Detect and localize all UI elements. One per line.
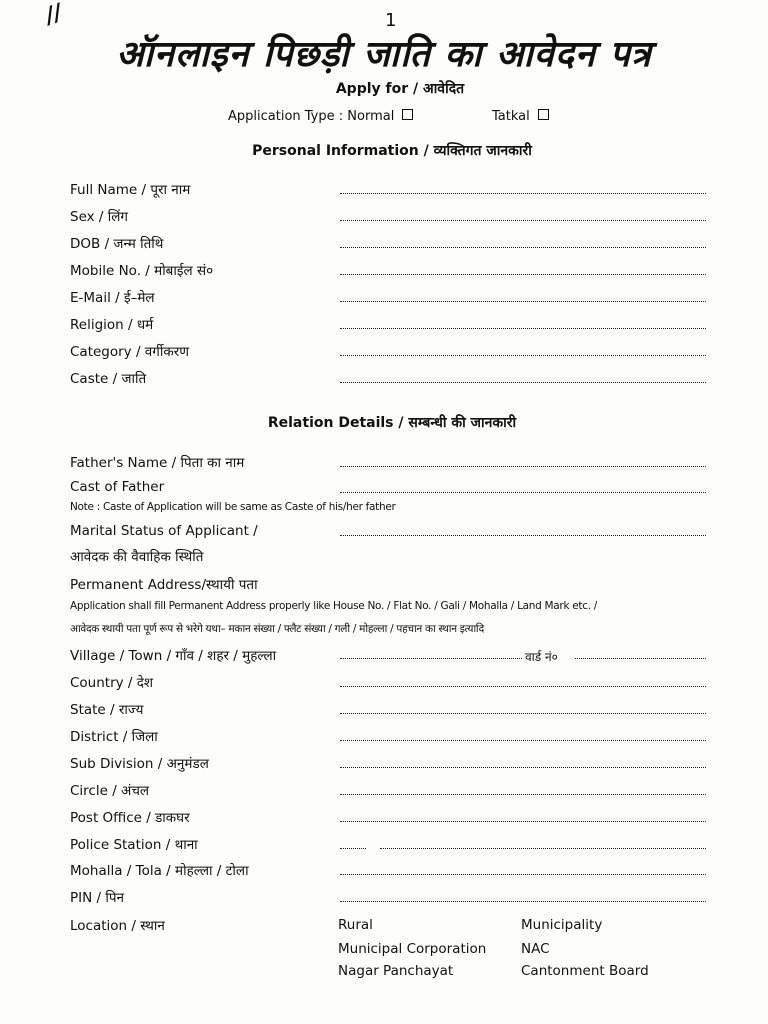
category-field[interactable] xyxy=(340,355,706,356)
location-option-rural[interactable]: Rural xyxy=(338,917,373,933)
tatkal-checkbox[interactable] xyxy=(538,109,549,120)
apply-for-heading: Apply for / आवेदित xyxy=(335,81,465,97)
father-name-field[interactable] xyxy=(340,466,706,467)
cast-of-father-label: Cast of Father xyxy=(70,479,165,495)
village-town-field[interactable] xyxy=(340,658,522,659)
country-label: Country / देश xyxy=(70,675,154,691)
caste-field[interactable] xyxy=(340,382,706,383)
village-town-label: Village / Town / गाँव / शहर / मुहल्ला xyxy=(70,648,277,664)
personal-info-heading: Personal Information / व्यक्तिगत जानकारी xyxy=(252,143,532,159)
ward-no-field[interactable] xyxy=(575,658,706,659)
police-station-field[interactable] xyxy=(380,848,706,849)
pin-label: PIN / पिन xyxy=(70,890,125,906)
application-type-label: Application Type : Normal xyxy=(228,109,395,124)
cast-of-father-field[interactable] xyxy=(340,492,706,493)
caste-note: Note : Caste of Application will be same as Caste of his/her father xyxy=(70,501,396,513)
location-label: Location / स्थान xyxy=(70,918,165,934)
mohalla-tola-label: Mohalla / Tola / मोहल्ला / टोला xyxy=(70,863,249,879)
country-field[interactable] xyxy=(340,686,706,687)
post-office-label: Post Office / डाकघर xyxy=(70,810,190,826)
religion-field[interactable] xyxy=(340,328,706,329)
permanent-address-label: Permanent Address/स्थायी पता xyxy=(70,577,258,593)
sub-division-label: Sub Division / अनुमंडल xyxy=(70,756,209,772)
category-label: Category / वर्गीकरण xyxy=(70,344,190,360)
email-field[interactable] xyxy=(340,301,706,302)
state-label: State / राज्य xyxy=(70,702,144,718)
dob-field[interactable] xyxy=(340,247,706,248)
mobile-field[interactable] xyxy=(340,274,706,275)
address-note-hindi: आवेदक स्थायी पता पूर्ण रूप से भरेगे यथा– मकान संख्या / फ्लैट संख्या / गली / मोहल्ला / पहचान का स्थान इत्यादि xyxy=(70,623,484,635)
form-title: ऑनलाइन पिछड़ी जाति का आवेदन पत्र xyxy=(116,34,652,75)
circle-label: Circle / अंचल xyxy=(70,783,150,799)
location-option-municipality[interactable]: Municipality xyxy=(521,917,603,933)
marital-status-label-hindi: आवेदक की वैवाहिक स्थिति xyxy=(70,549,204,565)
location-option-nac[interactable]: NAC xyxy=(521,941,550,957)
caste-label: Caste / जाति xyxy=(70,371,147,387)
district-field[interactable] xyxy=(340,740,706,741)
application-type-normal xyxy=(228,109,413,124)
dob-label: DOB / जन्म तिथि xyxy=(70,236,164,252)
police-station-label: Police Station / थाना xyxy=(70,837,198,853)
ward-no-label: वार्ड नं० xyxy=(525,650,558,664)
police-station-field-prefix[interactable] xyxy=(340,848,366,849)
marital-status-label: Marital Status of Applicant / xyxy=(70,523,258,539)
pin-field[interactable] xyxy=(340,901,706,902)
sub-division-field[interactable] xyxy=(340,767,706,768)
sex-field[interactable] xyxy=(340,220,706,221)
page-number: 1 xyxy=(385,10,397,31)
state-field[interactable] xyxy=(340,713,706,714)
marital-status-field[interactable] xyxy=(340,535,706,536)
tatkal-label: Tatkal xyxy=(492,109,530,124)
location-option-nagar-panchayat[interactable]: Nagar Panchayat xyxy=(338,963,454,979)
post-office-field[interactable] xyxy=(340,821,706,822)
corner-mark: // xyxy=(42,0,66,29)
district-label: District / जिला xyxy=(70,729,158,745)
address-note-english: Application shall fill Permanent Address properly like House No. / Flat No. / Gali / Mohalla / Land Mark etc. / xyxy=(70,600,598,612)
sex-label: Sex / लिंग xyxy=(70,209,129,225)
application-type-tatkal xyxy=(492,109,549,124)
relation-details-heading: Relation Details / सम्बन्धी की जानकारी xyxy=(267,415,517,431)
normal-checkbox[interactable] xyxy=(402,109,413,120)
mobile-label: Mobile No. / मोबाईल सं० xyxy=(70,263,214,279)
father-name-label: Father's Name / पिता का नाम xyxy=(70,455,245,471)
location-option-municipal-corporation[interactable]: Municipal Corporation xyxy=(338,941,487,957)
full-name-field[interactable] xyxy=(340,193,706,194)
email-label: E-Mail / ई–मेल xyxy=(70,290,155,306)
mohalla-tola-field[interactable] xyxy=(340,874,706,875)
circle-field[interactable] xyxy=(340,794,706,795)
religion-label: Religion / धर्म xyxy=(70,317,154,333)
location-option-cantonment-board[interactable]: Cantonment Board xyxy=(521,963,649,979)
full-name-label: Full Name / पूरा नाम xyxy=(70,182,191,198)
